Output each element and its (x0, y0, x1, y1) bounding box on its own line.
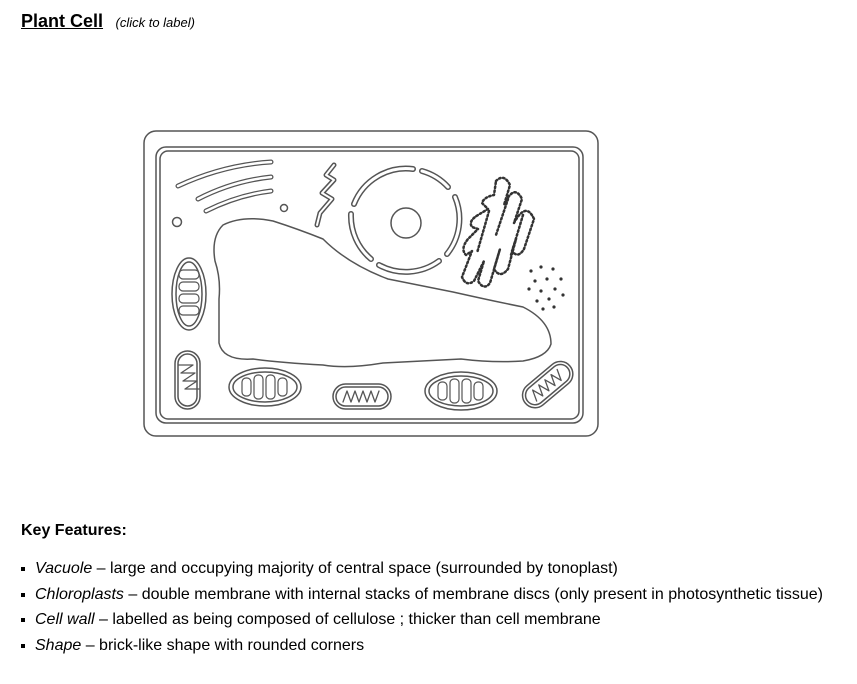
feature-description: – large and occupying majority of central space (surrounded by tonoplast) (92, 560, 618, 577)
golgi-apparatus-lumen (178, 162, 271, 211)
nucleolus[interactable] (391, 208, 421, 238)
page-title[interactable]: Plant Cell (21, 11, 104, 31)
feature-term: Vacuole (35, 560, 93, 577)
list-item (21, 556, 823, 582)
feature-description: – brick-like shape with rounded corners (81, 636, 365, 654)
chloroplast[interactable] (172, 258, 206, 330)
mitochondrion[interactable] (333, 384, 391, 409)
feature-description: – labelled as being composed of cellulose ; thicker than cell membrane (94, 611, 601, 628)
feature-description: – double membrane with internal stacks of membrane discs (only present in photosynthetic tissue) (123, 585, 823, 603)
vesicle (173, 218, 182, 227)
feature-term: Chloroplasts (35, 585, 124, 603)
rough-er[interactable] (462, 178, 534, 287)
chloroplast[interactable] (229, 368, 301, 406)
feature-term: Cell wall (35, 611, 95, 628)
smooth-er[interactable] (317, 165, 334, 225)
feature-term: Shape (35, 636, 82, 654)
mitochondrion[interactable] (175, 351, 200, 409)
list-item (21, 633, 823, 659)
vacuole[interactable] (214, 219, 551, 367)
bullet-icon (21, 644, 25, 648)
nucleus[interactable] (351, 169, 459, 272)
title-row (21, 11, 195, 32)
key-features-heading: Key Features: (21, 522, 127, 539)
bullet-icon (21, 567, 25, 571)
list-item (21, 607, 823, 633)
cell-wall-outer[interactable] (144, 131, 598, 436)
mitochondrion[interactable] (517, 356, 578, 412)
bullet-icon (21, 618, 25, 622)
ribosomes[interactable] (527, 265, 564, 310)
bullet-icon (21, 593, 25, 597)
label-hint: (click to label) (115, 15, 195, 30)
chloroplast[interactable] (425, 372, 497, 410)
key-features-list (21, 556, 823, 658)
vesicle (281, 205, 288, 212)
list-item (21, 582, 823, 608)
plant-cell-diagram[interactable] (143, 129, 599, 439)
